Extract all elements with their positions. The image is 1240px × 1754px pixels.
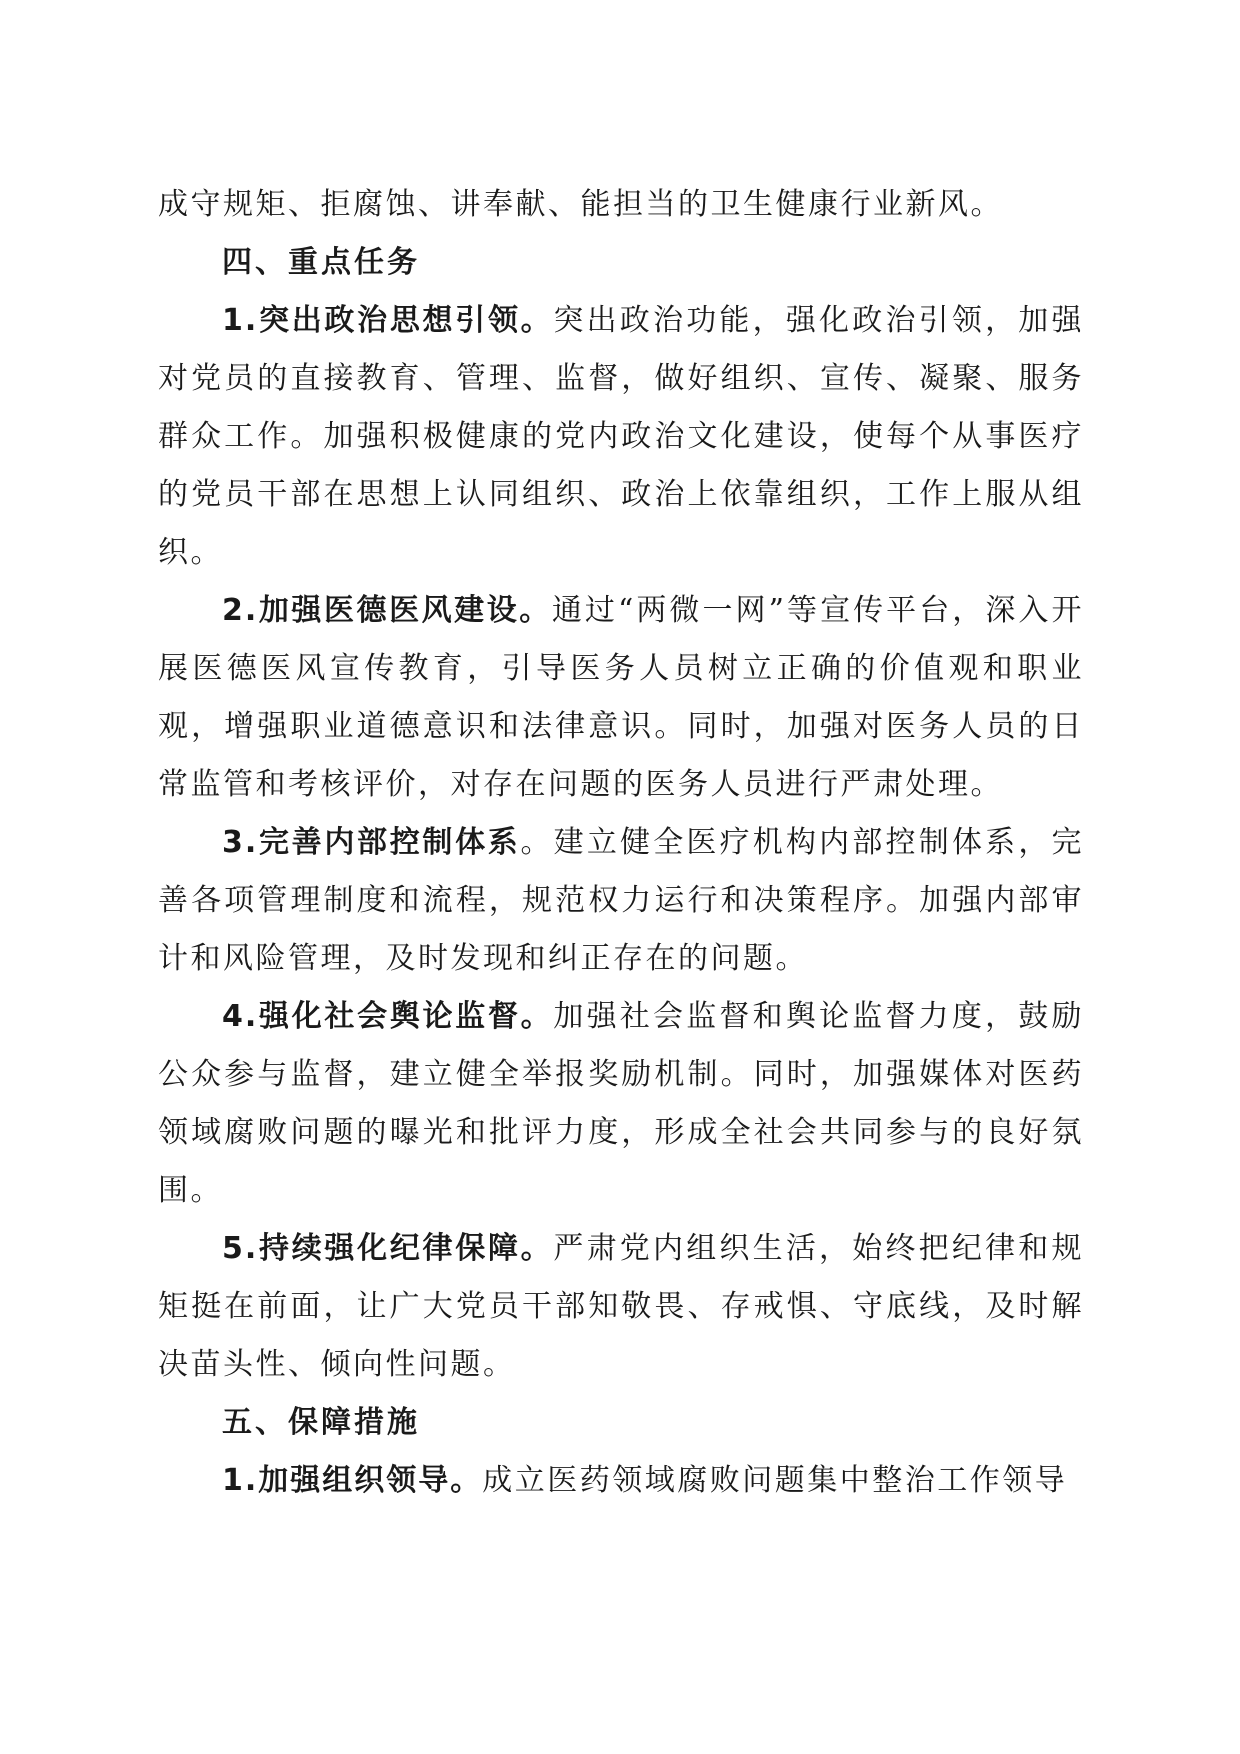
task-lead-1: 1.突出政治思想引领。: [222, 303, 554, 338]
safeguard-text-1: 成立医药领域腐败问题集中整治工作领导: [482, 1463, 1068, 1498]
safeguard-paragraph-1: [158, 1452, 1084, 1510]
task-text-4: 加强社会监督和舆论监督力度，鼓励公众参与监督，建立健全举报奖励机制。同时，加强媒体对医药领域腐败问题的曝光和批评力度，形成全社会共同参与的良好氛围。: [158, 999, 1084, 1208]
task-lead-2: 2.加强医德医风建设。: [222, 593, 552, 628]
task-text-3: 。建立健全医疗机构内部控制体系，完善各项管理制度和流程，规范权力运行和决策程序。加强内部审计和风险管理，及时发现和纠正存在的问题。: [158, 825, 1085, 976]
task-lead-5: 5.持续强化纪律保障。: [222, 1231, 554, 1266]
task-text-2: 通过“两微一网”等宣传平台，深入开展医德医风宣传教育，引导医务人员树立正确的价值观和职业观，增强职业道德意识和法律意识。同时，加强对医务人员的日常监管和考核评价，对存在问题的医务人员进行严肃处理。: [158, 593, 1084, 802]
task-paragraph-2: [158, 582, 1084, 814]
task-text-5: 严肃党内组织生活，始终把纪律和规矩挺在前面，让广大党员干部知敬畏、存戒惧、守底线，及时解决苗头性、倾向性问题。: [158, 1231, 1084, 1382]
task-paragraph-1: [158, 292, 1084, 582]
task-paragraph-4: [158, 988, 1084, 1220]
task-lead-3: 3.完善内部控制体系: [222, 825, 521, 860]
continuation-paragraph: 成守规矩、拒腐蚀、讲奉献、能担当的卫生健康行业新风。: [158, 187, 1003, 222]
section-heading-safeguards: 五、保障措施: [222, 1405, 420, 1440]
task-paragraph-3: [158, 814, 1084, 988]
safeguard-lead-1: 1.加强组织领导。: [222, 1463, 483, 1498]
section-heading-key-tasks: 四、重点任务: [222, 245, 420, 280]
task-paragraph-5: [158, 1220, 1084, 1394]
task-lead-4: 4.强化社会舆论监督。: [222, 999, 554, 1034]
task-text-1: 突出政治功能，强化政治引领，加强对党员的直接教育、管理、监督，做好组织、宣传、凝聚、服务群众工作。加强积极健康的党内政治文化建设，使每个从事医疗的党员干部在思想上认同组织、政治上依靠组织，工作上服从组织。: [158, 303, 1084, 570]
document-body: [158, 176, 1084, 1510]
